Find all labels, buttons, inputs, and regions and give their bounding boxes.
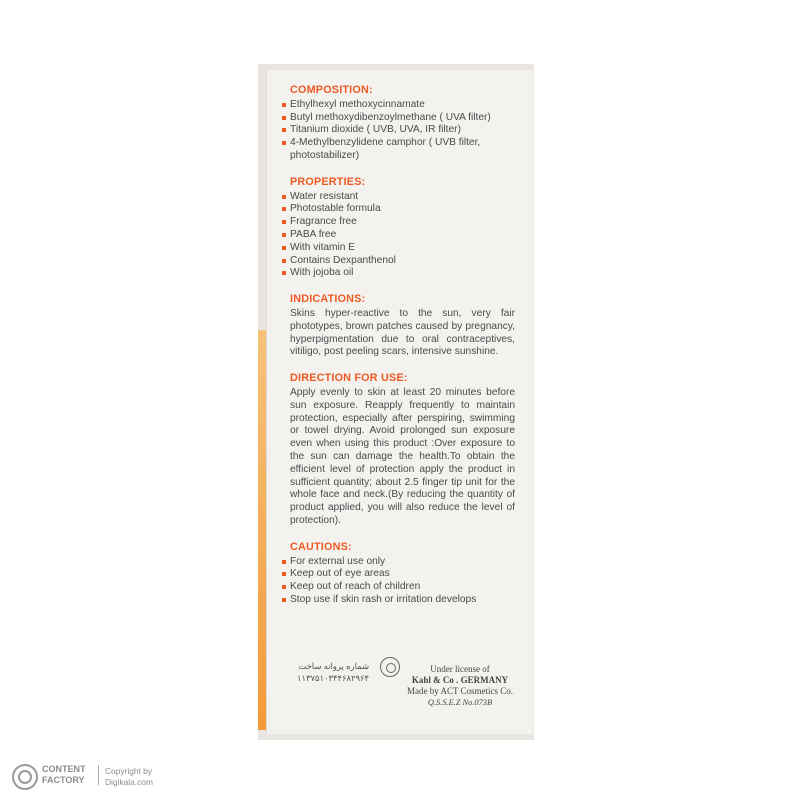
- list-item: Butyl methoxydibenzoylmethane ( UVA filter): [281, 112, 515, 125]
- watermark-copyright: [105, 766, 215, 788]
- composition-section: [281, 84, 515, 163]
- direction-section: [281, 372, 515, 528]
- licensor-name: Kahl & Co . GERMANY: [411, 675, 509, 685]
- properties-section: [281, 176, 515, 280]
- indications-section: [281, 293, 515, 359]
- list-item: Contains Dexpanthenol: [281, 255, 515, 268]
- zone-code: Q.S.S.E.Z No.073B: [427, 698, 493, 707]
- composition-list: [281, 99, 515, 163]
- list-item: Titanium dioxide ( UVB, UVA, IR filter): [281, 124, 515, 137]
- composition-heading: COMPOSITION:: [290, 84, 373, 96]
- properties-heading: PROPERTIES:: [290, 175, 366, 188]
- content-factory-logo-icon: [12, 764, 38, 790]
- list-item: PABA free: [281, 229, 515, 242]
- watermark-brand: [42, 764, 94, 786]
- watermark-divider: [98, 765, 99, 785]
- list-item: Ethylhexyl methoxycinnamate: [281, 99, 515, 112]
- list-item: Photostable formula: [281, 203, 515, 216]
- manufacture-license-number: [285, 660, 369, 684]
- brand-line: CONTENT: [42, 764, 86, 774]
- list-item: For external use only: [281, 556, 515, 569]
- properties-list: [281, 191, 515, 281]
- cautions-section: [281, 541, 515, 607]
- license-block: [405, 664, 515, 708]
- list-item: With vitamin E: [281, 242, 515, 255]
- copyright-site: Digikala.com: [105, 777, 153, 787]
- indications-heading: INDICATIONS:: [290, 293, 366, 306]
- list-item: 4-Methylbenzylidene camphor ( UVB filter, photostabilizer): [281, 137, 515, 163]
- list-item: Keep out of eye areas: [281, 568, 515, 581]
- copyright-line: Copyright by: [105, 766, 153, 776]
- label-text-panel: [281, 84, 515, 620]
- manufacturer-name: Made by ACT Cosmetics Co.: [406, 686, 514, 696]
- seal-icon: [380, 657, 400, 677]
- indications-text: Skins hyper-reactive to the sun, very fair phototypes, brown patches caused by pregnancy, hyperpigmentation due to oral contraceptives, vitiligo, post peeling scars, intensive sunshine.: [290, 307, 515, 358]
- orange-edge: [258, 330, 266, 730]
- list-item: Keep out of reach of children: [281, 581, 515, 594]
- list-item: Water resistant: [281, 191, 515, 204]
- direction-text: Apply evenly to skin at least 20 minutes before sun exposure. Reapply frequently to maintain protection, especially after perspiring, swimming or towel drying. Avoid prolonged sun exposure even when using this product :Over exposure to the sun can damage the health.To obtain the efficient level of protection apply the product in sufficient quantity; about 2.5 finger tip unit for the whole face and neck.(By reducing the quantity of product applied, you will also reduce the level of protection).: [290, 386, 515, 526]
- label-footer: [281, 656, 515, 716]
- content-factory-watermark: [12, 762, 212, 788]
- direction-heading: DIRECTION FOR USE:: [290, 372, 408, 385]
- brand-line: FACTORY: [42, 775, 85, 785]
- cautions-heading: CAUTIONS:: [290, 540, 352, 553]
- list-item: Stop use if skin rash or irritation develops: [281, 594, 515, 607]
- persian-number: ۱۱۳۷۵۱۰۳۴۴۶۸۲۹۶۴: [297, 673, 369, 683]
- license-line: Under license of: [430, 664, 490, 674]
- list-item: Fragrance free: [281, 216, 515, 229]
- list-item: With jojoba oil: [281, 267, 515, 280]
- cautions-list: [281, 556, 515, 607]
- persian-label: شماره پروانه ساخت: [298, 661, 369, 671]
